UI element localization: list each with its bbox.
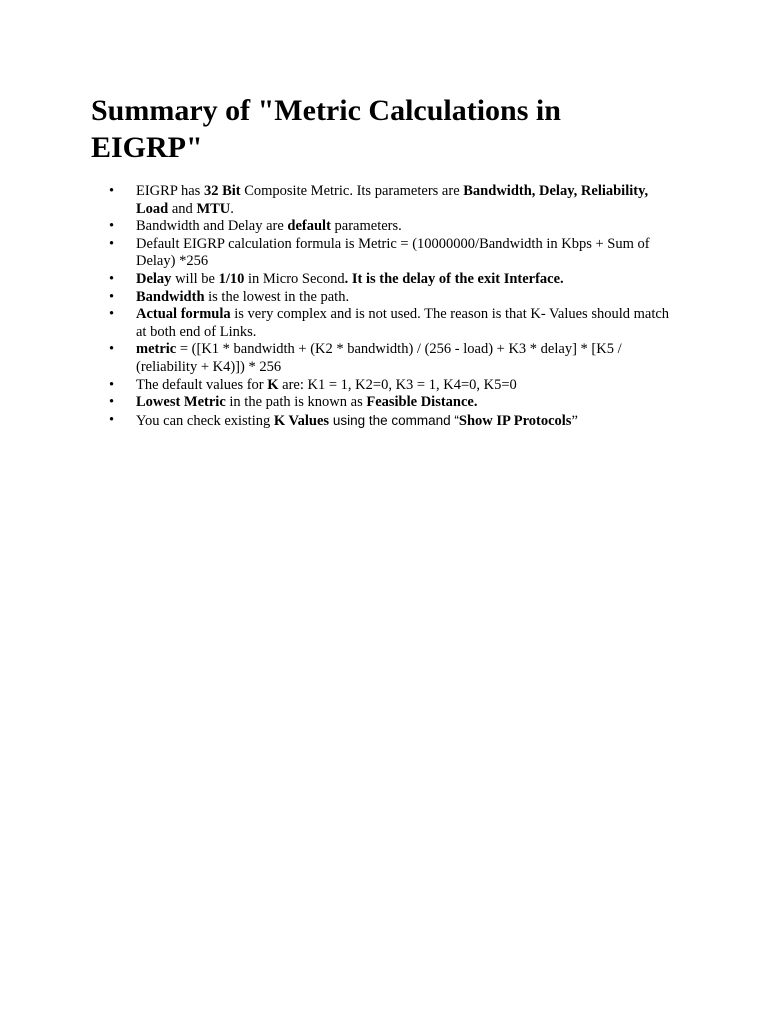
bold-text: . It is the delay of the exit Interface.: [344, 270, 564, 287]
text-run: will be: [171, 270, 219, 287]
bullet-item: [109, 394, 674, 412]
text-run: is the lowest in the path.: [204, 288, 350, 305]
bold-text: 1/10: [218, 270, 245, 287]
bold-text: default: [287, 218, 331, 235]
bold-text: metric: [136, 341, 177, 358]
bullet-list: [109, 183, 674, 430]
bullet-item: [109, 289, 674, 307]
text-run: Composite Metric. Its parameters are: [240, 183, 464, 199]
text-run: Default EIGRP calculation formula is Metric = (10000000/Bandwidth in Kbps + Sum of Delay) *256: [136, 235, 650, 270]
bullet-item: [109, 306, 674, 341]
text-run: using the command “: [329, 412, 459, 428]
text-run: You can check existing: [136, 412, 274, 429]
bullet-item: [109, 183, 674, 218]
page-title: Summary of "Metric Calculations in EIGRP": [91, 94, 561, 164]
text-run: and: [168, 200, 197, 217]
text-run: EIGRP has: [136, 183, 204, 199]
text-run: Bandwidth and Delay are: [136, 218, 288, 235]
text-run: in Micro Second: [244, 270, 345, 287]
text-run: = ([K1 * bandwidth + (K2 * bandwidth) / (256 - load) + K3 * delay] * [K5 / (reliability + K4)]) * 256: [136, 341, 622, 375]
text-run: .: [230, 200, 234, 217]
text-run: is very complex and is not used. The reason is that K- Values should match at both end of Links.: [136, 306, 670, 340]
bullet-item: [109, 236, 674, 271]
bold-text: Delay: [136, 270, 172, 287]
bold-text: Show IP Protocols: [458, 412, 572, 429]
bold-text: Bandwidth: [136, 288, 205, 305]
bullet-item: [109, 271, 674, 289]
bullet-item: [109, 412, 674, 431]
bullet-item: [109, 377, 674, 395]
bold-text: Feasible Distance.: [366, 394, 478, 411]
text-run: in the path is known as: [225, 394, 367, 411]
text-run: parameters.: [330, 218, 402, 235]
bold-text: Actual formula: [136, 306, 231, 323]
bold-text: MTU: [196, 200, 231, 217]
text-run: The default values for: [136, 376, 268, 393]
bold-text: K: [267, 376, 279, 393]
bold-text: Bandwidth, Delay, Reliability, Load: [136, 183, 649, 217]
bold-text: K Values: [273, 412, 330, 429]
bold-text: Lowest Metric: [136, 394, 226, 411]
bullet-item: [109, 218, 674, 236]
text-run: ”: [571, 412, 578, 429]
bold-text: 32 Bit: [203, 183, 241, 199]
bullet-item: [109, 341, 674, 376]
text-run: are: K1 = 1, K2=0, K3 = 1, K4=0, K5=0: [278, 376, 517, 393]
